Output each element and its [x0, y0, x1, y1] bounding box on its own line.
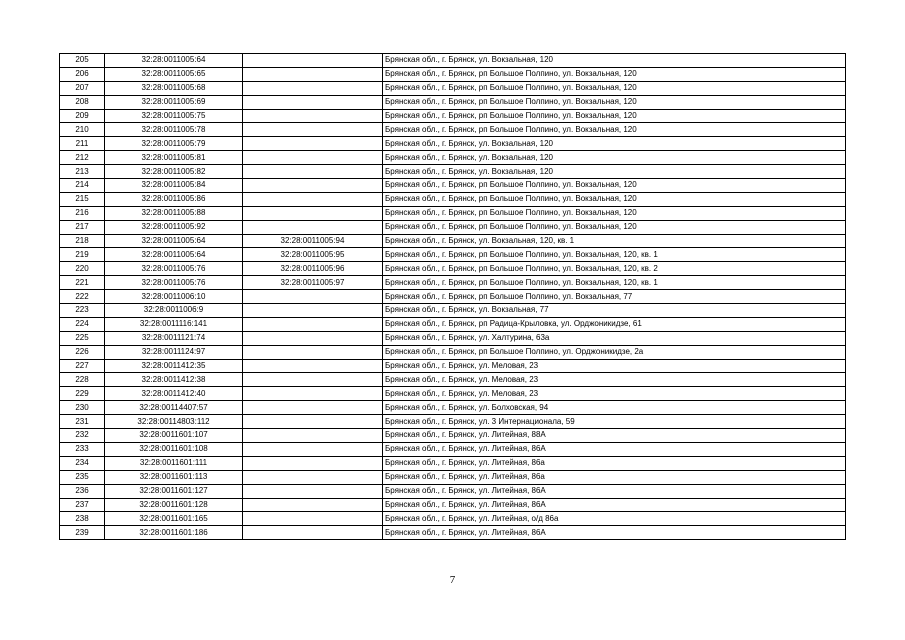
- cadastral-number-cell: 32:28:0011005:88: [105, 206, 243, 220]
- table-row: [60, 317, 846, 331]
- registry-table-body: [60, 54, 846, 540]
- cadastral-number-cell: 32:28:00114803:112: [105, 415, 243, 429]
- row-number-cell: 216: [60, 206, 105, 220]
- room-cadastral-number-cell: [243, 512, 383, 526]
- address-cell: Брянская обл., г. Брянск, рп Большое Полпино, ул. Вокзальная, 120: [383, 123, 846, 137]
- address-cell: Брянская обл., г. Брянск, ул. Вокзальная, 120, кв. 1: [383, 234, 846, 248]
- row-number-cell: 205: [60, 54, 105, 68]
- row-number-cell: 235: [60, 470, 105, 484]
- address-cell: Брянская обл., г. Брянск, рп Большое Полпино, ул. Вокзальная, 120, кв. 2: [383, 262, 846, 276]
- cadastral-number-cell: 32:28:0011005:82: [105, 165, 243, 179]
- cadastral-number-cell: 32:28:0011601:108: [105, 442, 243, 456]
- table-row: [60, 456, 846, 470]
- registry-table: [59, 53, 846, 540]
- room-cadastral-number-cell: [243, 304, 383, 318]
- table-row: [60, 387, 846, 401]
- address-cell: Брянская обл., г. Брянск, ул. Литейная, 86А: [383, 526, 846, 540]
- cadastral-number-cell: 32:28:0011005:84: [105, 179, 243, 193]
- address-cell: Брянская обл., г. Брянск, ул. Халтурина, 63а: [383, 331, 846, 345]
- table-row: [60, 290, 846, 304]
- table-row: [60, 165, 846, 179]
- room-cadastral-number-cell: 32:28:0011005:96: [243, 262, 383, 276]
- row-number-cell: 226: [60, 345, 105, 359]
- room-cadastral-number-cell: [243, 373, 383, 387]
- cadastral-number-cell: 32:28:0011412:35: [105, 359, 243, 373]
- table-row: [60, 234, 846, 248]
- room-cadastral-number-cell: [243, 498, 383, 512]
- table-row: [60, 220, 846, 234]
- cadastral-number-cell: 32:28:0011005:64: [105, 248, 243, 262]
- row-number-cell: 219: [60, 248, 105, 262]
- cadastral-number-cell: 32:28:0011601:111: [105, 456, 243, 470]
- table-row: [60, 67, 846, 81]
- cadastral-number-cell: 32:28:0011601:128: [105, 498, 243, 512]
- room-cadastral-number-cell: [243, 442, 383, 456]
- address-cell: Брянская обл., г. Брянск, ул. Вокзальная, 120: [383, 54, 846, 68]
- room-cadastral-number-cell: [243, 331, 383, 345]
- row-number-cell: 239: [60, 526, 105, 540]
- table-row: [60, 95, 846, 109]
- row-number-cell: 206: [60, 67, 105, 81]
- address-cell: Брянская обл., г. Брянск, ул. 3 Интернационала, 59: [383, 415, 846, 429]
- address-cell: Брянская обл., г. Брянск, ул. Литейная, 86а: [383, 456, 846, 470]
- cadastral-number-cell: 32:28:0011006:10: [105, 290, 243, 304]
- table-row: [60, 54, 846, 68]
- table-row: [60, 401, 846, 415]
- table-row: [60, 415, 846, 429]
- cadastral-number-cell: 32:28:0011005:92: [105, 220, 243, 234]
- address-cell: Брянская обл., г. Брянск, ул. Вокзальная, 120: [383, 137, 846, 151]
- row-number-cell: 229: [60, 387, 105, 401]
- row-number-cell: 215: [60, 192, 105, 206]
- table-row: [60, 470, 846, 484]
- table-row: [60, 526, 846, 540]
- table-row: [60, 373, 846, 387]
- room-cadastral-number-cell: [243, 429, 383, 443]
- room-cadastral-number-cell: [243, 526, 383, 540]
- room-cadastral-number-cell: [243, 179, 383, 193]
- room-cadastral-number-cell: [243, 401, 383, 415]
- address-cell: Брянская обл., г. Брянск, рп Большое Полпино, ул. Орджоникидзе, 2а: [383, 345, 846, 359]
- row-number-cell: 228: [60, 373, 105, 387]
- table-row: [60, 81, 846, 95]
- row-number-cell: 214: [60, 179, 105, 193]
- room-cadastral-number-cell: [243, 151, 383, 165]
- row-number-cell: 237: [60, 498, 105, 512]
- address-cell: Брянская обл., г. Брянск, рп Большое Полпино, ул. Вокзальная, 120: [383, 67, 846, 81]
- table-row: [60, 345, 846, 359]
- address-cell: Брянская обл., г. Брянск, ул. Литейная, 88А: [383, 429, 846, 443]
- row-number-cell: 213: [60, 165, 105, 179]
- cadastral-number-cell: 32:28:0011116:141: [105, 317, 243, 331]
- address-cell: Брянская обл., г. Брянск, ул. Меловая, 23: [383, 373, 846, 387]
- room-cadastral-number-cell: [243, 415, 383, 429]
- row-number-cell: 227: [60, 359, 105, 373]
- address-cell: Брянская обл., г. Брянск, ул. Меловая, 23: [383, 359, 846, 373]
- row-number-cell: 208: [60, 95, 105, 109]
- table-row: [60, 109, 846, 123]
- table-row: [60, 512, 846, 526]
- cadastral-number-cell: 32:28:0011005:81: [105, 151, 243, 165]
- room-cadastral-number-cell: [243, 165, 383, 179]
- room-cadastral-number-cell: [243, 345, 383, 359]
- address-cell: Брянская обл., г. Брянск, ул. Вокзальная, 120: [383, 151, 846, 165]
- address-cell: Брянская обл., г. Брянск, ул. Меловая, 23: [383, 387, 846, 401]
- room-cadastral-number-cell: [243, 484, 383, 498]
- address-cell: Брянская обл., г. Брянск, ул. Литейная, 86А: [383, 498, 846, 512]
- cadastral-number-cell: 32:28:0011005:64: [105, 234, 243, 248]
- cadastral-number-cell: 32:28:0011601:113: [105, 470, 243, 484]
- room-cadastral-number-cell: [243, 359, 383, 373]
- row-number-cell: 218: [60, 234, 105, 248]
- cadastral-number-cell: 32:28:0011005:86: [105, 192, 243, 206]
- table-row: [60, 331, 846, 345]
- room-cadastral-number-cell: [243, 220, 383, 234]
- address-cell: Брянская обл., г. Брянск, рп Большое Полпино, ул. Вокзальная, 120: [383, 206, 846, 220]
- table-row: [60, 359, 846, 373]
- room-cadastral-number-cell: [243, 192, 383, 206]
- cadastral-number-cell: 32:28:0011005:75: [105, 109, 243, 123]
- address-cell: Брянская обл., г. Брянск, рп Большое Полпино, ул. Вокзальная, 120: [383, 109, 846, 123]
- row-number-cell: 210: [60, 123, 105, 137]
- row-number-cell: 212: [60, 151, 105, 165]
- row-number-cell: 225: [60, 331, 105, 345]
- address-cell: Брянская обл., г. Брянск, рп Большое Полпино, ул. Вокзальная, 77: [383, 290, 846, 304]
- cadastral-number-cell: 32:28:0011124:97: [105, 345, 243, 359]
- cadastral-number-cell: 32:28:0011005:76: [105, 276, 243, 290]
- page-number: 7: [449, 574, 456, 586]
- row-number-cell: 220: [60, 262, 105, 276]
- address-cell: Брянская обл., г. Брянск, ул. Литейная, 86а: [383, 470, 846, 484]
- address-cell: Брянская обл., г. Брянск, рп Большое Полпино, ул. Вокзальная, 120: [383, 81, 846, 95]
- table-row: [60, 248, 846, 262]
- room-cadastral-number-cell: 32:28:0011005:94: [243, 234, 383, 248]
- room-cadastral-number-cell: [243, 290, 383, 304]
- table-row: [60, 179, 846, 193]
- address-cell: Брянская обл., г. Брянск, ул. Литейная, 86А: [383, 442, 846, 456]
- table-row: [60, 276, 846, 290]
- cadastral-number-cell: 32:28:0011121:74: [105, 331, 243, 345]
- row-number-cell: 221: [60, 276, 105, 290]
- cadastral-number-cell: 32:28:0011005:78: [105, 123, 243, 137]
- room-cadastral-number-cell: [243, 95, 383, 109]
- address-cell: Брянская обл., г. Брянск, рп Большое Полпино, ул. Вокзальная, 120: [383, 192, 846, 206]
- cadastral-number-cell: 32:28:0011412:40: [105, 387, 243, 401]
- address-cell: Брянская обл., г. Брянск, ул. Литейная, 86А: [383, 484, 846, 498]
- row-number-cell: 230: [60, 401, 105, 415]
- room-cadastral-number-cell: [243, 456, 383, 470]
- cadastral-number-cell: 32:28:0011601:165: [105, 512, 243, 526]
- address-cell: Брянская обл., г. Брянск, рп Большое Полпино, ул. Вокзальная, 120: [383, 179, 846, 193]
- room-cadastral-number-cell: [243, 137, 383, 151]
- address-cell: Брянская обл., г. Брянск, рп Большое Полпино, ул. Вокзальная, 120, кв. 1: [383, 248, 846, 262]
- row-number-cell: 231: [60, 415, 105, 429]
- table-row: [60, 304, 846, 318]
- row-number-cell: 223: [60, 304, 105, 318]
- cadastral-number-cell: 32:28:0011006:9: [105, 304, 243, 318]
- cadastral-number-cell: 32:28:0011005:79: [105, 137, 243, 151]
- cadastral-number-cell: 32:28:0011005:76: [105, 262, 243, 276]
- table-row: [60, 206, 846, 220]
- row-number-cell: 222: [60, 290, 105, 304]
- cadastral-number-cell: 32:28:0011601:127: [105, 484, 243, 498]
- room-cadastral-number-cell: [243, 81, 383, 95]
- table-row: [60, 123, 846, 137]
- cadastral-number-cell: 32:28:00114407:57: [105, 401, 243, 415]
- room-cadastral-number-cell: [243, 123, 383, 137]
- table-row: [60, 498, 846, 512]
- address-cell: Брянская обл., г. Брянск, рп Большое Полпино, ул. Вокзальная, 120: [383, 95, 846, 109]
- row-number-cell: 209: [60, 109, 105, 123]
- room-cadastral-number-cell: [243, 470, 383, 484]
- address-cell: Брянская обл., г. Брянск, рп Большое Полпино, ул. Вокзальная, 120: [383, 220, 846, 234]
- row-number-cell: 234: [60, 456, 105, 470]
- table-row: [60, 484, 846, 498]
- cadastral-number-cell: 32:28:0011601:186: [105, 526, 243, 540]
- table-row: [60, 137, 846, 151]
- room-cadastral-number-cell: [243, 54, 383, 68]
- row-number-cell: 207: [60, 81, 105, 95]
- room-cadastral-number-cell: 32:28:0011005:97: [243, 276, 383, 290]
- room-cadastral-number-cell: [243, 387, 383, 401]
- row-number-cell: 233: [60, 442, 105, 456]
- row-number-cell: 224: [60, 317, 105, 331]
- room-cadastral-number-cell: [243, 109, 383, 123]
- table-row: [60, 151, 846, 165]
- address-cell: Брянская обл., г. Брянск, ул. Вокзальная, 120: [383, 165, 846, 179]
- address-cell: Брянская обл., г. Брянск, ул. Болховская, 94: [383, 401, 846, 415]
- room-cadastral-number-cell: [243, 317, 383, 331]
- row-number-cell: 232: [60, 429, 105, 443]
- room-cadastral-number-cell: [243, 67, 383, 81]
- cadastral-number-cell: 32:28:0011412:38: [105, 373, 243, 387]
- table-row: [60, 429, 846, 443]
- cadastral-number-cell: 32:28:0011005:65: [105, 67, 243, 81]
- row-number-cell: 217: [60, 220, 105, 234]
- table-row: [60, 192, 846, 206]
- row-number-cell: 238: [60, 512, 105, 526]
- address-cell: Брянская обл., г. Брянск, рп Радица-Крыловка, ул. Орджоникидзе, 61: [383, 317, 846, 331]
- address-cell: Брянская обл., г. Брянск, ул. Вокзальная, 77: [383, 304, 846, 318]
- cadastral-number-cell: 32:28:0011005:68: [105, 81, 243, 95]
- cadastral-number-cell: 32:28:0011005:64: [105, 54, 243, 68]
- room-cadastral-number-cell: 32:28:0011005:95: [243, 248, 383, 262]
- room-cadastral-number-cell: [243, 206, 383, 220]
- table-row: [60, 262, 846, 276]
- address-cell: Брянская обл., г. Брянск, рп Большое Полпино, ул. Вокзальная, 120, кв. 1: [383, 276, 846, 290]
- cadastral-number-cell: 32:28:0011005:69: [105, 95, 243, 109]
- cadastral-number-cell: 32:28:0011601:107: [105, 429, 243, 443]
- row-number-cell: 236: [60, 484, 105, 498]
- address-cell: Брянская обл., г. Брянск, ул. Литейная, о/д 86а: [383, 512, 846, 526]
- row-number-cell: 211: [60, 137, 105, 151]
- table-row: [60, 442, 846, 456]
